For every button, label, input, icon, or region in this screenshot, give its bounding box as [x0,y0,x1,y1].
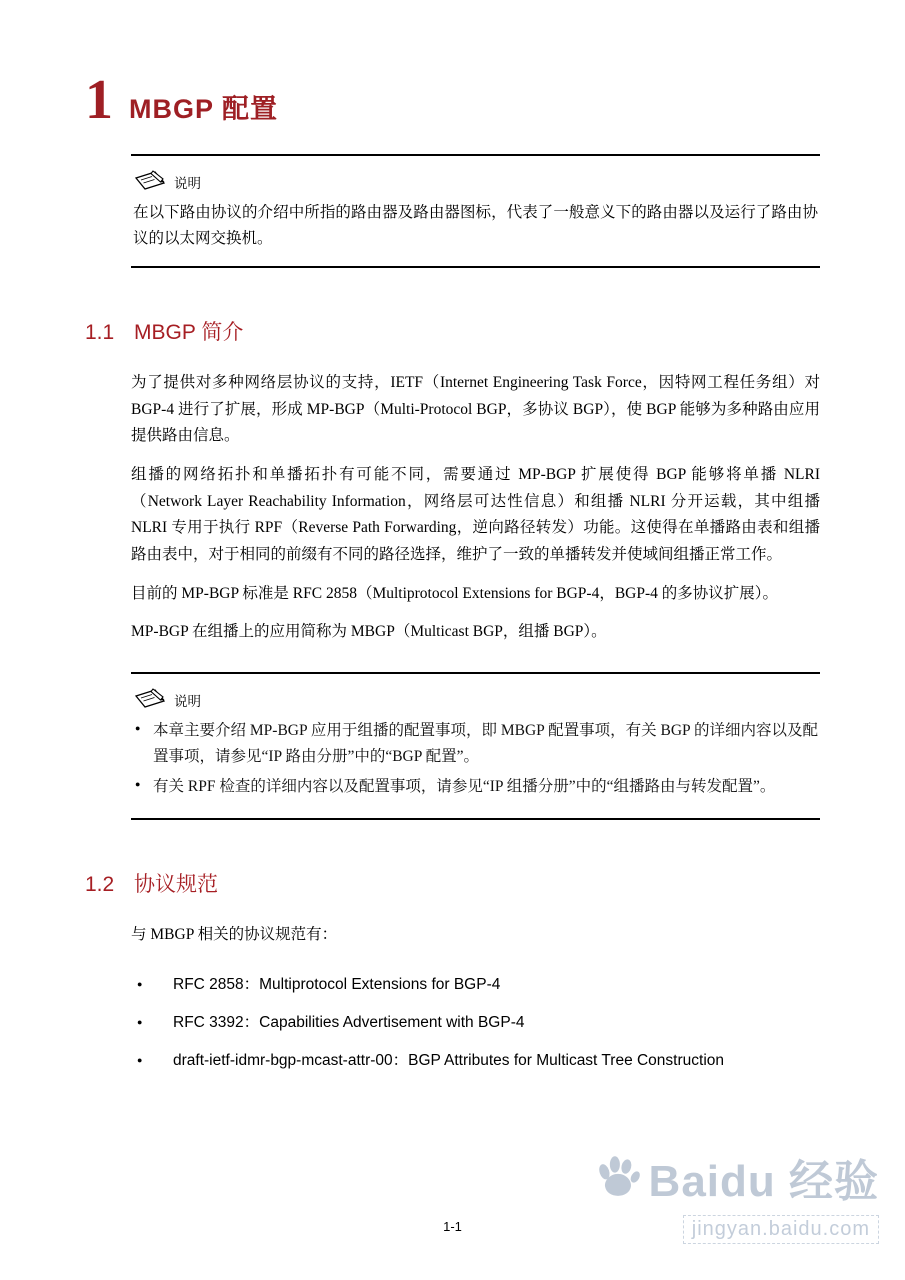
note-label: 说明 [174,176,201,191]
note-bullet-item: ● 本章主要介绍 MP-BGP 应用于组播的配置事项，即 MBGP 配置事项，有关 BGP 的详细内容以及配置事项，请参见“IP 路由分册”中的“BGP 配置”。 [133,718,818,770]
note-header [135,170,818,192]
watermark-url: jingyan.baidu.com [683,1215,879,1244]
notepad-pencil-icon [135,170,165,192]
note-bullet-item: ● 有关 RPF 检查的详细内容以及配置事项，请参见“IP 组播分册”中的“组播路由与转发配置”。 [133,774,818,800]
paragraph: 为了提供对多种网络层协议的支持，IETF（Internet Engineering Task Force，因特网工程任务组）对 BGP-4 进行了扩展，形成 MP-BGP（Multi-Protocol BGP，多协议 BGP），使 BGP 能够为多种路由应用提供路由信息。 [131,374,820,445]
note-label: 说明 [174,693,201,709]
watermark-brand-row [595,1145,879,1209]
note-bullet-list [133,718,818,800]
spec-bullet-item: ● RFC 2858：Multiprotocol Extensions for BGP-4 [131,974,820,996]
chapter-title: MBGP 配置 [129,94,279,124]
paragraph: MP-BGP 在组播上的应用简称为 MBGP（Multicast BGP，组播 BGP）。 [131,623,607,641]
note-block-2 [131,672,820,820]
section-heading-1-2 [85,868,820,898]
paragraph: 组播的网络拓扑和单播拓扑有可能不同，需要通过 MP-BGP 扩展使得 BGP 能够将单播 NLRI（Network Layer Reachability Information，网络层可达性信息）和组播 NLRI 分开运载，其中组播 NLRI 专用于执行 RPF（Reverse Path Forwarding，逆向路径转发）功能。这使得在单播路由表和组播路由表中，对于相同的前缀有不同的路径选择，维护了一致的单播转发并使域间组播正常工作。 [131,466,820,563]
section-heading-1-1 [85,316,820,346]
note-text: 在以下路由协议的介绍中所指的路由器及路由器图标，代表了一般意义下的路由器以及运行了路由协议的以太网交换机。 [133,204,818,248]
chapter-heading [85,69,820,131]
spec-bullet-item: ● RFC 3392：Capabilities Advertisement with BGP-4 [131,1012,820,1034]
section-title: MBGP 简介 [134,321,244,345]
page-number: 1-1 [443,1219,462,1234]
spec-intro: 与 MBGP 相关的协议规范有： [131,926,338,944]
spec-bullet-item: ● draft-ietf-idmr-bgp-mcast-attr-00：BGP Attributes for Multicast Tree Construction [131,1050,820,1072]
note-header [135,688,818,710]
section-number: 1.1 [85,321,115,345]
watermark-brand: Baidu 经验 [648,1157,879,1206]
paragraph: 目前的 MP-BGP 标准是 RFC 2858（Multiprotocol Extensions for BGP-4，BGP-4 的多协议扩展）。 [131,584,779,602]
section-number: 1.2 [85,873,115,897]
spec-bullet-list [131,974,820,1071]
note-block-1 [131,154,820,268]
baidu-paw-icon [595,1156,641,1198]
notepad-pencil-icon [135,688,165,710]
section-title: 协议规范 [134,873,219,897]
chapter-number: 1 [85,69,113,131]
